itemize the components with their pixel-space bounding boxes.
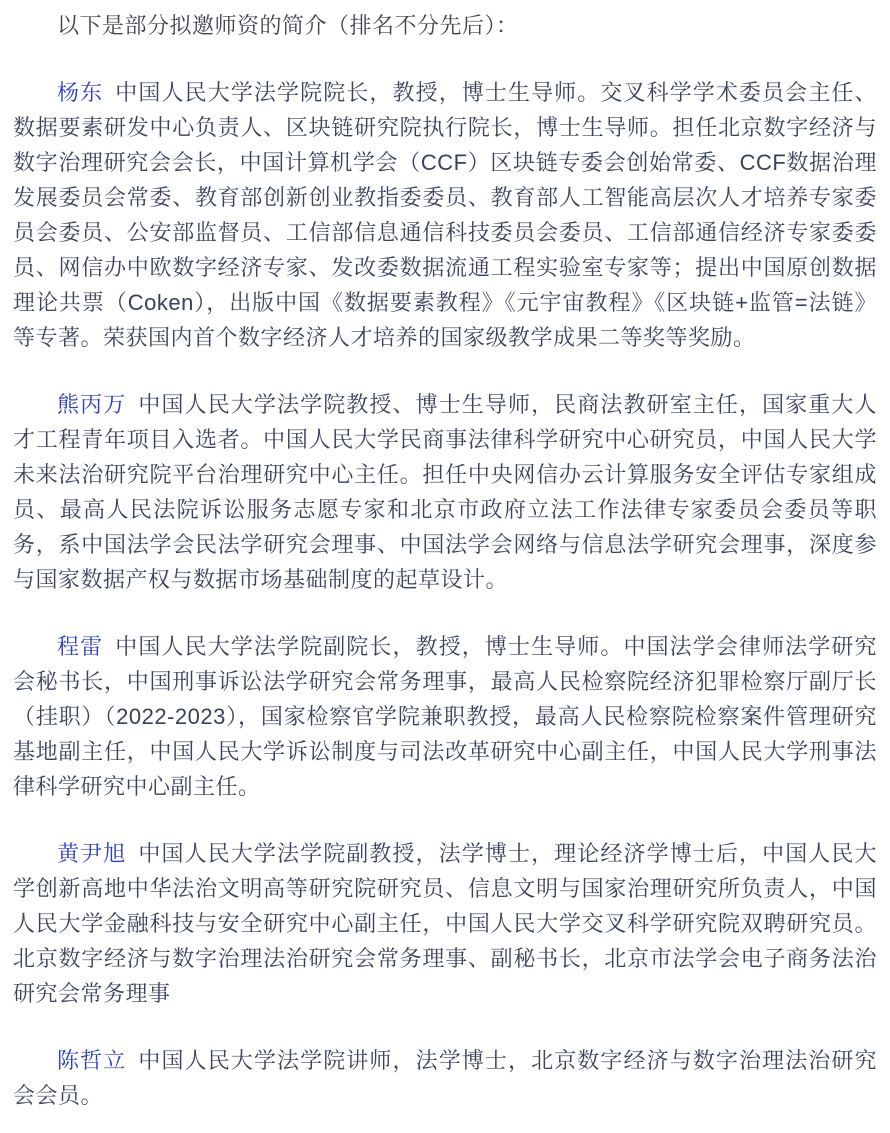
faculty-bio-text: 中国人民大学法学院副院长，教授，博士生导师。中国法学会律师法学研究会秘书长，中国刑事诉讼法学研究会常务理事，最高人民检察院经济犯罪检察厅副厅长（挂职）（2022-2023），国家检察官学院兼职教授，最高人民检察院检察案件管理研究基地副主任，中国人民大学诉讼制度与司法改革研究中心副主任，中国人民大学刑事法律科学研究中心副主任。 xyxy=(13,634,877,799)
faculty-bio-paragraph xyxy=(13,75,877,355)
faculty-name: 陈哲立 xyxy=(57,1048,127,1073)
faculty-bio-text: 中国人民大学法学院教授、博士生导师，民商法教研室主任，国家重大人才工程青年项目入选者。中国人民大学民商事法律科学研究中心研究员，中国人民大学未来法治研究院平台治理研究中心主任。担任中央网信办云计算服务安全评估专家组成员、最高人民法院诉讼服务志愿专家和北京市政府立法工作法律专家委员会委员等职务，系中国法学会民法学研究会理事、中国法学会网络与信息法学研究会理事，深度参与国家数据产权与数据市场基础制度的起草设计。 xyxy=(13,392,877,592)
faculty-name: 熊丙万 xyxy=(57,392,127,417)
intro-text: 以下是部分拟邀师资的简介（排名不分先后）： xyxy=(57,13,519,38)
faculty-bio-paragraph xyxy=(13,836,877,1011)
faculty-bio-paragraph xyxy=(13,387,877,597)
faculty-bio-paragraph xyxy=(13,629,877,804)
faculty-name: 黄尹旭 xyxy=(57,841,127,866)
faculty-bio-text: 中国人民大学法学院讲师，法学博士，北京数字经济与数字治理法治研究会会员。 xyxy=(13,1048,877,1108)
faculty-bio-paragraph xyxy=(13,1043,877,1113)
faculty-bio-text: 中国人民大学法学院院长，教授，博士生导师。交叉科学学术委员会主任、数据要素研发中心负责人、区块链研究院执行院长，博士生导师。担任北京数字经济与数字治理研究会会长，中国计算机学会（CCF）区块链专委会创始常委、CCF数据治理发展委员会常委、教育部创新创业教指委委员、教育部人工智能高层次人才培养专家委员会委员、公安部监督员、工信部信息通信科技委员会委员、工信部通信经济专家委委员、网信办中欧数字经济专家、发改委数据流通工程实验室专家等；提出中国原创数据理论共票（Coken），出版中国《数据要素教程》《元宇宙教程》《区块链+监管=法链》等专著。荣获国内首个数字经济人才培养的国家级教学成果二等奖等奖励。 xyxy=(13,80,877,350)
faculty-name: 杨东 xyxy=(57,80,104,105)
faculty-name: 程雷 xyxy=(57,634,104,659)
faculty-bio-text: 中国人民大学法学院副教授，法学博士，理论经济学博士后，中国人民大学创新高地中华法治文明高等研究院研究员、信息文明与国家治理研究所负责人，中国人民大学金融科技与安全研究中心副主任，中国人民大学交叉科学研究院双聘研究员。北京数字经济与数字治理法治研究会常务理事、副秘书长，北京市法学会电子商务法治研究会常务理事 xyxy=(13,841,877,1006)
